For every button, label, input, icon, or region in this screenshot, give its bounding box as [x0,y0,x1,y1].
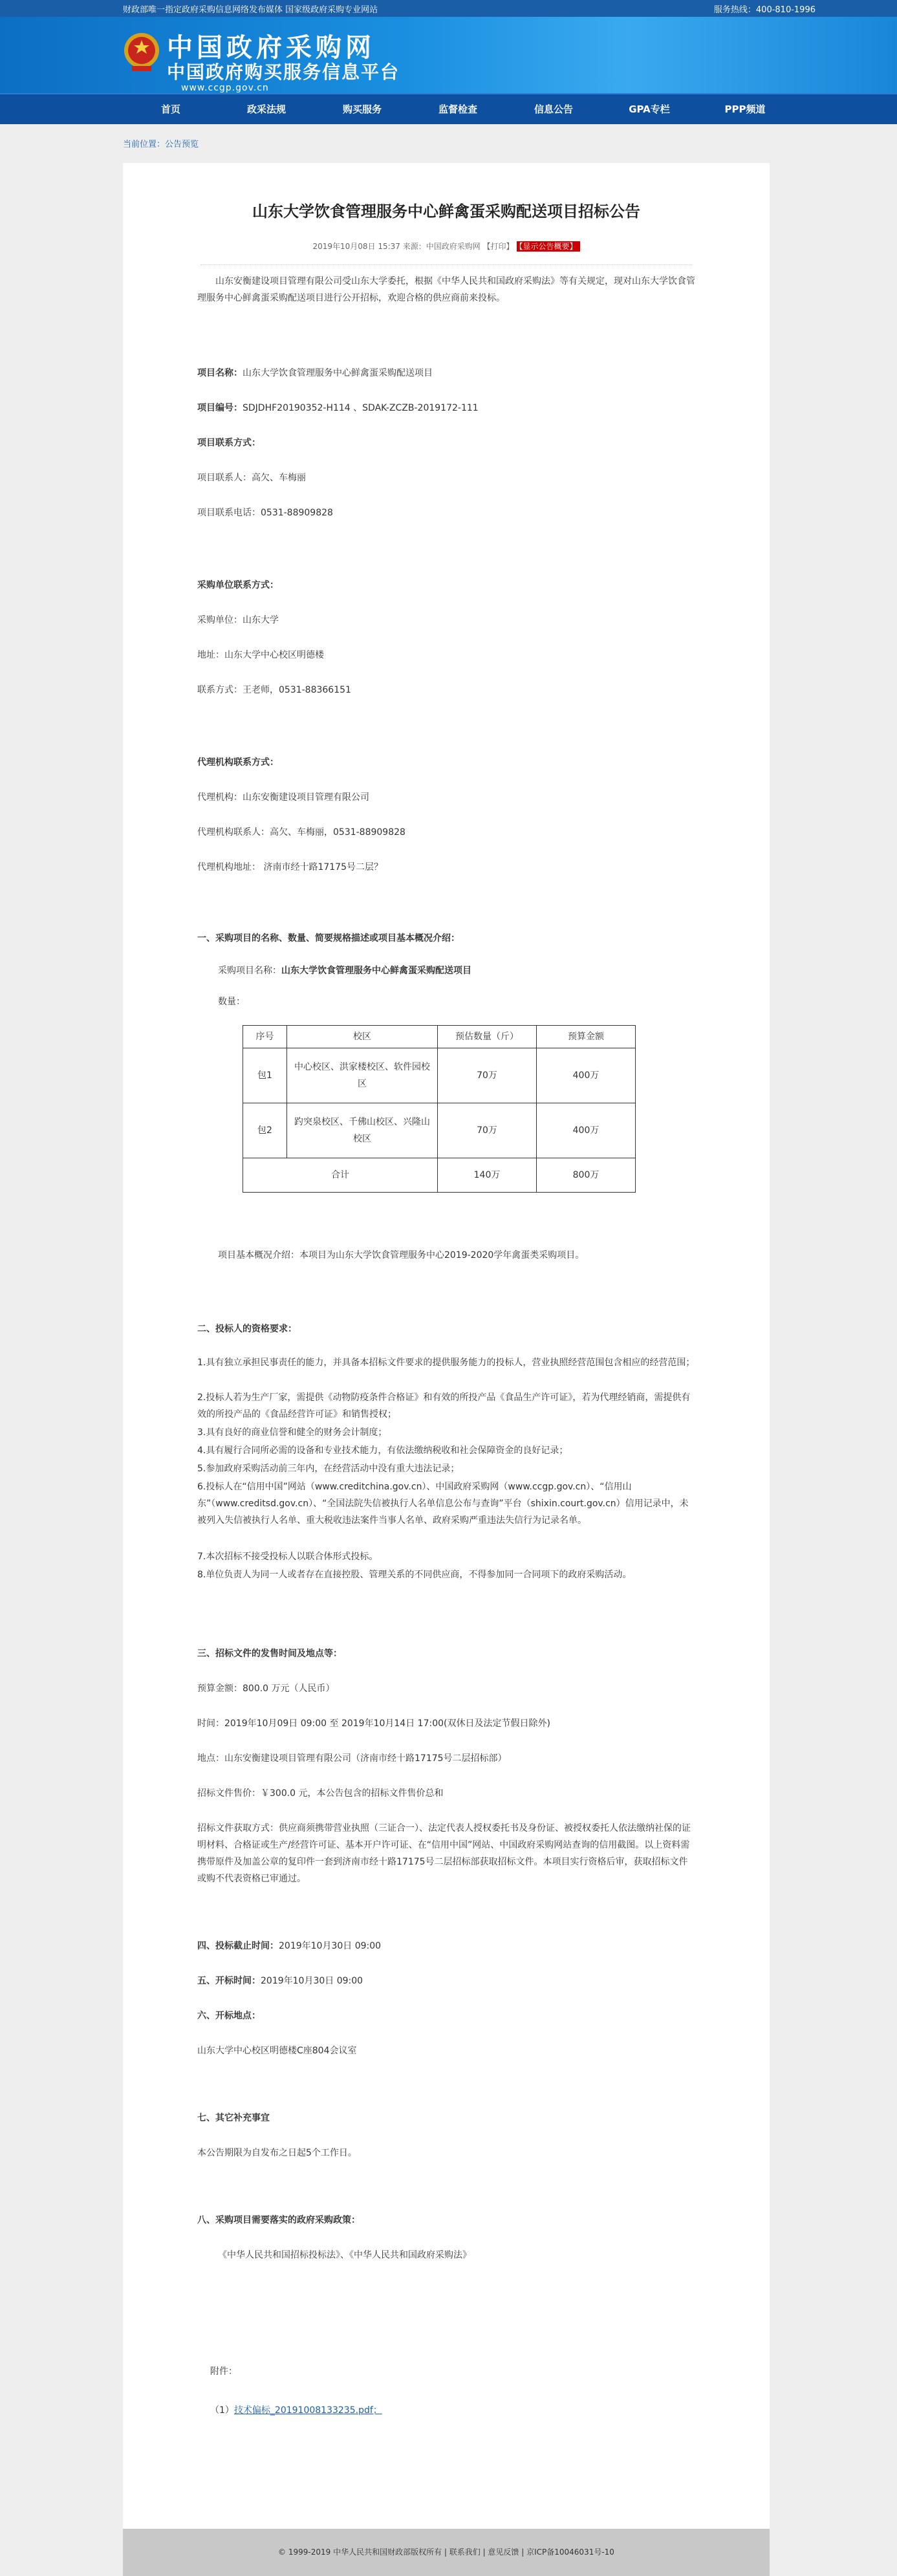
attachment-link[interactable]: 技术偏标_20191008133235.pdf； [233,2405,382,2416]
section3-time: 时间：2019年10月09日 09:00 至 2019年10月14日 17:00(双休日及法定节假日除外) [197,1718,550,1729]
qualification-item: 7.本次招标不接受投标人以联合体形式投标。 [197,1552,378,1562]
summary-toggle-button[interactable]: 【显示公告概要】 [517,241,580,252]
buyer-label: 采购单位联系方式： [197,580,279,590]
table-cell: 中心校区、洪家楼校区、软件园校区 [287,1048,438,1103]
site-title: 中国政府采购网 [167,32,375,63]
qualification-item: 1.具有独立承担民事责任的能力，并具备本招标文件要求的提供服务能力的投标人，营业执照经营范围包含相应的经营范围； [197,1358,695,1368]
hotline-text: 服务热线：400-810-1996 [713,5,816,15]
table-header-cell: 校区 [287,1026,438,1048]
article-meta [200,241,692,265]
agent-label: 代理机构联系方式： [197,757,279,768]
buyer-unit: 采购单位：山东大学 [197,615,279,625]
table-cell: 70万 [438,1103,537,1158]
table-cell: 包2 [243,1103,287,1158]
qualification-item: 5.参加政府采购活动前三年内，在经营活动中没有重大违法记录； [197,1464,460,1474]
nav-home[interactable]: 首页 [160,103,180,115]
section7-value: 本公告期限为自发布之日起5个工作日。 [197,2148,357,2158]
qualification-item: 6.投标人在“信用中国”网站（www.creditchina.gov.cn）、中国政府采购网（www.ccgp.gov.cn）、“信用山东”（www.creditsd.gov.cn）、“全国法院失信被执行人名单信息公布与查询”平台（shixin.court.gov.cn）信用记录中，未被列入失信被执行人名单、重大税收违法案件当事人名单、政府采购严重违法失信行为记录名单。 [197,1482,689,1526]
agent-unit: 代理机构：山东安衡建设项目管理有限公司 [197,792,369,803]
project-name-line [197,365,695,382]
top-bar [0,0,897,17]
site-banner [0,17,897,93]
section1-overview: 项目基本概况介绍：本项目为山东大学饮食管理服务中心2019-2020学年禽蛋类采购项目。 [218,1250,585,1261]
nav-regulations[interactable]: 政采法规 [246,103,286,115]
section3-budget: 预算金额：800.0 万元（人民币） [197,1683,335,1694]
table-cell: 140万 [438,1158,537,1193]
table-total-row [243,1158,636,1193]
buyer-address: 地址：山东大学中心校区明德楼 [197,650,324,660]
section5-label: 五、开标时间： [197,1976,261,1986]
section1-title: 一、采购项目的名称、数量、简要规格描述或项目基本概况介绍： [197,933,460,944]
page-title: 山东大学饮食管理服务中心鲜禽蛋采购配送项目招标公告 [252,202,640,221]
section1-qty: 数量： [218,997,245,1007]
section7-label: 七、其它补充事宜 [197,2113,270,2123]
site-subtitle: 中国政府购买服务信息平台 [167,61,400,83]
attachment-index: （1） [210,2405,234,2416]
site-footer: © 1999-2019 中华人民共和国财政部版权所有 | 联系我们 | 意见反馈 | 京ICP备10046031号-10 [123,2529,770,2576]
section2-title: 二、投标人的资格要求： [197,1324,297,1334]
section3-method: 招标文件获取方式：供应商须携带营业执照（三证合一）、法定代表人授权委托书及身份证、被授权委托人依法缴纳社保的证明材料、合格证或生产/经营许可证、基本开户许可证、在“信用中国”网站、中国政府采购网站查询的信用截图。以上资料需携带原件及加盖公章的复印件一套到济南市经十路17175号二层招标部获取招标文件。本项目实行资格后审，获取招标文件或购不代表资格已审通过。 [197,1823,691,1884]
intro-paragraph: 山东安衡建设项目管理有限公司受山东大学委托，根据《中华人民共和国政府采购法》等有关规定，现对山东大学饮食管理服务中心鲜禽蛋采购配送项目进行公开招标，欢迎合格的供应商前来投标。 [197,276,695,303]
attachment-line [210,2402,695,2419]
section3-title: 三、招标文件的发售时间及地点等： [197,1649,342,1659]
table-row [243,1048,636,1103]
project-contact-person: 项目联系人：高欠、车梅丽 [197,473,306,483]
project-no-label: 项目编号： [197,403,243,413]
table-cell: 400万 [537,1103,636,1158]
project-contact-label: 项目联系方式： [197,438,261,448]
table-cell: 400万 [537,1048,636,1103]
table-cell: 合计 [243,1158,438,1193]
project-no-line [197,400,695,417]
main-nav [0,93,897,124]
section1-name-value: 山东大学饮食管理服务中心鲜禽蛋采购配送项目 [281,966,471,976]
meta-text: 2019年10月08日 15:37 来源：中国政府采购网 【打印】 [312,242,514,251]
section1-name-line [218,962,695,979]
agent-address: 代理机构地址： 济南市经十路17175号二层？ [197,862,383,872]
nav-gpa[interactable]: GPA专栏 [629,103,670,115]
section5-value: 2019年10月30日 09:00 [261,1976,363,1986]
nav-announcements[interactable]: 信息公告 [534,103,573,115]
table-header-cell: 预算金额 [537,1026,636,1048]
section5-line [197,1973,695,1989]
qualification-item: 8.单位负责人为同一人或者存在直接控股、管理关系的不同供应商，不得参加同一合同项下的政府采购活动。 [197,1570,632,1580]
section8-label: 八、采购项目需要落实的政府采购政策： [197,2215,360,2225]
table-header-row [243,1026,636,1048]
breadcrumb: 当前位置：公告预览 [123,140,199,149]
section4-label: 四、投标截止时间： [197,1941,279,1951]
project-no-value: SDJDHF20190352-H114 、SDAK-ZCZB-2019172-111 [243,403,479,413]
site-url: www.ccgp.gov.cn [181,83,269,93]
article-panel [123,163,770,2532]
table-cell: 趵突泉校区、千佛山校区、兴隆山校区 [287,1103,438,1158]
nav-ppp[interactable]: PPP频道 [724,103,766,115]
table-cell: 包1 [243,1048,287,1103]
project-name-value: 山东大学饮食管理服务中心鲜禽蛋采购配送项目 [243,368,433,378]
section6-value: 山东大学中心校区明德楼C座804会议室 [197,2046,357,2056]
section8-value: 《中华人民共和国招标投标法》、《中华人民共和国政府采购法》 [218,2250,471,2260]
qualification-item: 3.具有良好的商业信誉和健全的财务会计制度； [197,1427,387,1438]
qualification-item: 2.投标人若为生产厂家，需提供《动物防疫条件合格证》和有效的所投产品《食品生产许可证》，若为代理经销商，需提供有效的所投产品的《食品经营许可证》和销售授权； [197,1392,691,1420]
section1-name-label: 采购项目名称： [218,966,281,976]
table-cell: 70万 [438,1048,537,1103]
nav-supervision[interactable]: 监督检查 [438,103,477,115]
top-bar-left-text: 财政部唯一指定政府采购信息网络发布媒体 国家级政府采购专业网站 [123,5,378,15]
project-name-label: 项目名称： [197,368,243,378]
table-cell: 800万 [537,1158,636,1193]
nav-purchase-services[interactable]: 购买服务 [342,103,382,115]
project-contact-phone: 项目联系电话：0531-88909828 [197,508,333,518]
section6-label: 六、开标地点： [197,2011,261,2021]
table-header-cell: 预估数量（斤） [438,1026,537,1048]
attachments-label: 附件： [210,2366,237,2377]
buyer-phone: 联系方式：王老师，0531-88366151 [197,685,351,695]
agent-contact: 代理机构联系人：高欠、车梅丽，0531-88909828 [197,827,405,838]
section3-price: 招标文件售价：￥300.0 元，本公告包含的招标文件售价总和 [197,1788,444,1799]
section3-place: 地点：山东安衡建设项目管理有限公司（济南市经十路17175号二层招标部） [197,1753,507,1764]
section4-line [197,1938,695,1954]
qualification-item: 4.具有履行合同所必需的设备和专业技术能力，有依法缴纳税收和社会保障资金的良好记录； [197,1445,568,1456]
section4-value: 2019年10月30日 09:00 [279,1941,382,1951]
national-emblem-icon [123,31,160,72]
bid-package-table [243,1025,636,1193]
table-header-cell: 序号 [243,1026,287,1048]
table-row [243,1103,636,1158]
